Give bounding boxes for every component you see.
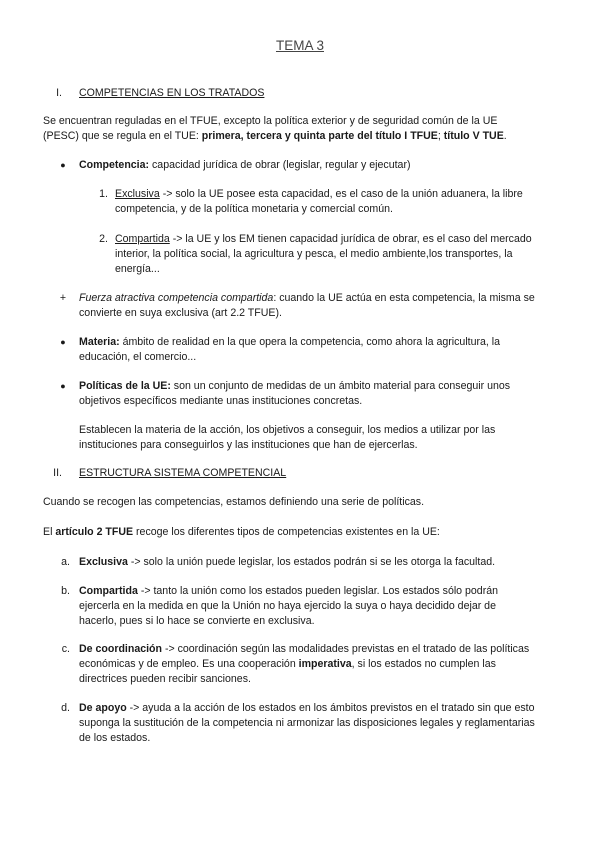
page-title: TEMA 3 xyxy=(275,38,324,53)
bullet-icon: ● xyxy=(60,337,66,347)
competence-type-compartida-cont: hacerlo, pues si lo hace se convierte en exclusiva. xyxy=(79,615,315,627)
section-2-heading: ESTRUCTURA SISTEMA COMPETENCIAL xyxy=(79,467,287,479)
materia-definition: Materia: ámbito de realidad en la que opera la competencia, como ahora la agricultura, la xyxy=(79,336,501,348)
list-marker: b. xyxy=(61,585,70,597)
section-1-heading: COMPETENCIAS EN LOS TRATADOS xyxy=(79,87,265,99)
article-2-reference: El artículo 2 TFUE recoge los diferentes tipos de competencias existentes en la UE: xyxy=(43,526,440,538)
politicas-paragraph-cont: instituciones para conseguirlos y las instituciones que han de ejercerlas. xyxy=(79,439,418,451)
section-2-intro: Cuando se recogen las competencias, estamos definiendo una serie de políticas. xyxy=(43,496,425,508)
competence-type-compartida: Compartida -> tanto la unión como los estados pueden legislar. Los estados sólo podrán xyxy=(79,585,499,597)
competence-type-apoyo: De apoyo -> ayuda a la acción de los estados en los ámbitos previstos en el tratado sin que esto xyxy=(79,702,535,714)
materia-cont: educación, el comercio... xyxy=(79,351,197,363)
fuerza-atractiva-definition: Fuerza atractiva competencia compartida: cuando la UE actúa en esta competencia, la misma se xyxy=(79,292,535,304)
competence-type-apoyo-cont: de los estados. xyxy=(79,732,151,744)
fuerza-atractiva-cont: convierte en suya exclusiva (art 2.2 TFUE). xyxy=(79,307,282,319)
section-2-number: II. xyxy=(53,467,62,479)
competencia-item-exclusiva: Exclusiva -> solo la UE posee esta capacidad, es el caso de la unión aduanera, la libre xyxy=(115,188,523,200)
section-1-number: I. xyxy=(56,87,62,99)
bullet-icon: ● xyxy=(60,381,66,391)
competence-type-coordinacion-cont: económicas y de empleo. Es una cooperación imperativa, si los estados no cumplen las xyxy=(79,658,496,670)
competence-type-apoyo-cont: suponga la sustitución de la competencia ni armonizar las disposiciones legales y reglamentarias xyxy=(79,717,535,729)
competencia-item-compartida: Compartida -> la UE y los EM tienen capacidad jurídica de obrar, es el caso del mercado xyxy=(115,233,532,245)
competencia-item-exclusiva-cont: competencia, y de la política monetaria y comercial común. xyxy=(115,203,393,215)
section-1-intro-line-2: (PESC) que se regula en el TUE: primera, tercera y quinta parte del título I TFUE; título V TUE. xyxy=(43,130,507,142)
competencia-definition: Competencia: capacidad jurídica de obrar (legislar, regular y ejecutar) xyxy=(79,159,411,171)
list-marker: c. xyxy=(61,643,70,655)
politicas-definition: Políticas de la UE: son un conjunto de medidas de un ámbito material para conseguir unos xyxy=(79,380,511,392)
competencia-item-compartida-cont: interior, la política social, la agricultura y pesca, el medio ambiente,los transportes, la xyxy=(115,248,513,260)
bullet-icon: ● xyxy=(60,160,66,170)
politicas-paragraph: Establecen la materia de la acción, los objetivos a conseguir, los medios a utilizar por las xyxy=(79,424,496,436)
competence-type-coordinacion: De coordinación -> coordinación según las modalidades previstas en el tratado de las políticas xyxy=(79,643,530,655)
competence-type-exclusiva: Exclusiva -> solo la unión puede legislar, los estados podrán si se les otorga la facultad. xyxy=(79,556,496,568)
list-marker: d. xyxy=(61,702,70,714)
competence-type-coordinacion-cont: directrices pueden recibir sanciones. xyxy=(79,673,251,685)
competencia-item-compartida-cont: energía... xyxy=(115,263,160,275)
list-number: 1. xyxy=(99,188,108,200)
politicas-cont: objetivos específicos mediante unas instituciones concretas. xyxy=(79,395,363,407)
list-number: 2. xyxy=(99,233,108,245)
plus-bullet-icon: + xyxy=(59,292,67,304)
section-1-intro-line-1: Se encuentran reguladas en el TFUE, excepto la política exterior y de seguridad común de la UE xyxy=(43,115,498,127)
competence-type-compartida-cont: ejercerla en la medida en que la Unión no haya ejercido la suya o haya decidido dejar de xyxy=(79,600,496,612)
list-marker: a. xyxy=(61,556,70,568)
